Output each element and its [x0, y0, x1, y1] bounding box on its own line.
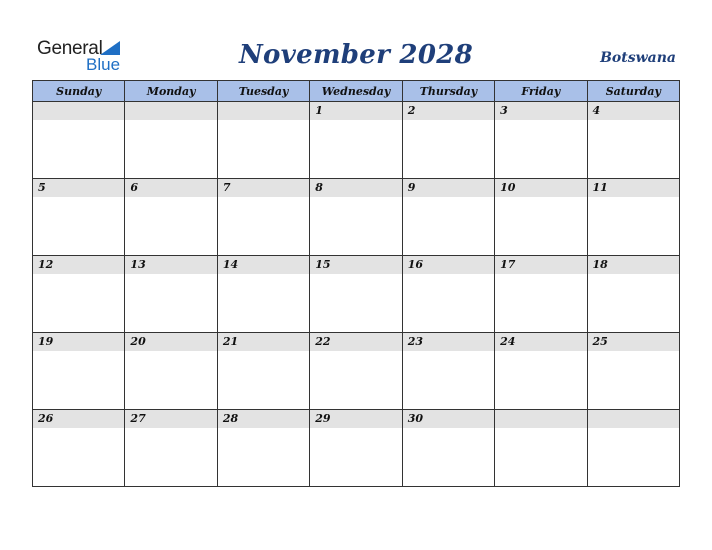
calendar-title: November 2028: [238, 40, 473, 70]
day-number: 16: [403, 256, 494, 274]
day-cell: [587, 333, 679, 410]
day-number: [33, 102, 124, 120]
day-cell: [495, 102, 587, 179]
weekday-tuesday: Tuesday: [217, 81, 309, 102]
day-cell: [310, 102, 402, 179]
day-number: 24: [495, 333, 586, 351]
day-number: 29: [310, 410, 401, 428]
weekday-sunday: Sunday: [33, 81, 125, 102]
day-cell: [33, 256, 125, 333]
day-cell: [310, 333, 402, 410]
day-cell: [125, 179, 217, 256]
day-number: 9: [403, 179, 494, 197]
day-number: 27: [125, 410, 216, 428]
week-row: [33, 179, 680, 256]
week-row: [33, 410, 680, 487]
day-cell: [33, 102, 125, 179]
day-number: 8: [310, 179, 401, 197]
day-number: 6: [125, 179, 216, 197]
day-cell: [33, 333, 125, 410]
day-cell: [310, 179, 402, 256]
day-cell: [217, 410, 309, 487]
day-cell: [125, 102, 217, 179]
day-cell: [33, 179, 125, 256]
day-number: 18: [588, 256, 679, 274]
day-cell: [33, 410, 125, 487]
day-cell: [217, 333, 309, 410]
logo-text-general: General: [37, 38, 103, 59]
day-cell: [495, 256, 587, 333]
day-number: 22: [310, 333, 401, 351]
day-cell: [495, 410, 587, 487]
day-cell: [402, 179, 494, 256]
day-cell: [587, 256, 679, 333]
day-number: 15: [310, 256, 401, 274]
day-number: [218, 102, 309, 120]
day-number: 12: [33, 256, 124, 274]
day-cell: [495, 179, 587, 256]
day-number: 7: [218, 179, 309, 197]
weekday-monday: Monday: [125, 81, 217, 102]
day-cell: [217, 102, 309, 179]
day-number: 1: [310, 102, 401, 120]
day-number: 10: [495, 179, 586, 197]
day-number: 21: [218, 333, 309, 351]
day-number: 3: [495, 102, 586, 120]
day-number: 25: [588, 333, 679, 351]
weekday-thursday: Thursday: [402, 81, 494, 102]
day-cell: [310, 256, 402, 333]
week-row: [33, 102, 680, 179]
day-cell: [587, 179, 679, 256]
day-cell: [402, 410, 494, 487]
calendar-grid: [32, 80, 680, 487]
day-cell: [125, 256, 217, 333]
day-cell: [310, 410, 402, 487]
day-number: [588, 410, 679, 428]
day-number: 23: [403, 333, 494, 351]
day-cell: [125, 410, 217, 487]
day-cell: [217, 256, 309, 333]
day-cell: [402, 102, 494, 179]
day-number: 19: [33, 333, 124, 351]
day-number: 30: [403, 410, 494, 428]
weekday-header-row: [33, 81, 680, 102]
country-label: Botswana: [600, 50, 676, 66]
week-row: [33, 256, 680, 333]
day-cell: [402, 333, 494, 410]
day-cell: [217, 179, 309, 256]
day-number: 11: [588, 179, 679, 197]
week-row: [33, 333, 680, 410]
day-cell: [587, 410, 679, 487]
day-number: 14: [218, 256, 309, 274]
weekday-wednesday: Wednesday: [310, 81, 402, 102]
logo-text-blue: Blue: [86, 55, 121, 74]
day-number: 2: [403, 102, 494, 120]
day-number: 17: [495, 256, 586, 274]
day-number: 5: [33, 179, 124, 197]
day-cell: [587, 102, 679, 179]
day-number: 26: [33, 410, 124, 428]
day-number: 13: [125, 256, 216, 274]
day-number: 4: [588, 102, 679, 120]
day-cell: [495, 333, 587, 410]
day-number: [125, 102, 216, 120]
day-number: [495, 410, 586, 428]
day-cell: [125, 333, 217, 410]
weekday-friday: Friday: [495, 81, 587, 102]
day-cell: [402, 256, 494, 333]
day-number: 28: [218, 410, 309, 428]
weekday-saturday: Saturday: [587, 81, 679, 102]
day-number: 20: [125, 333, 216, 351]
